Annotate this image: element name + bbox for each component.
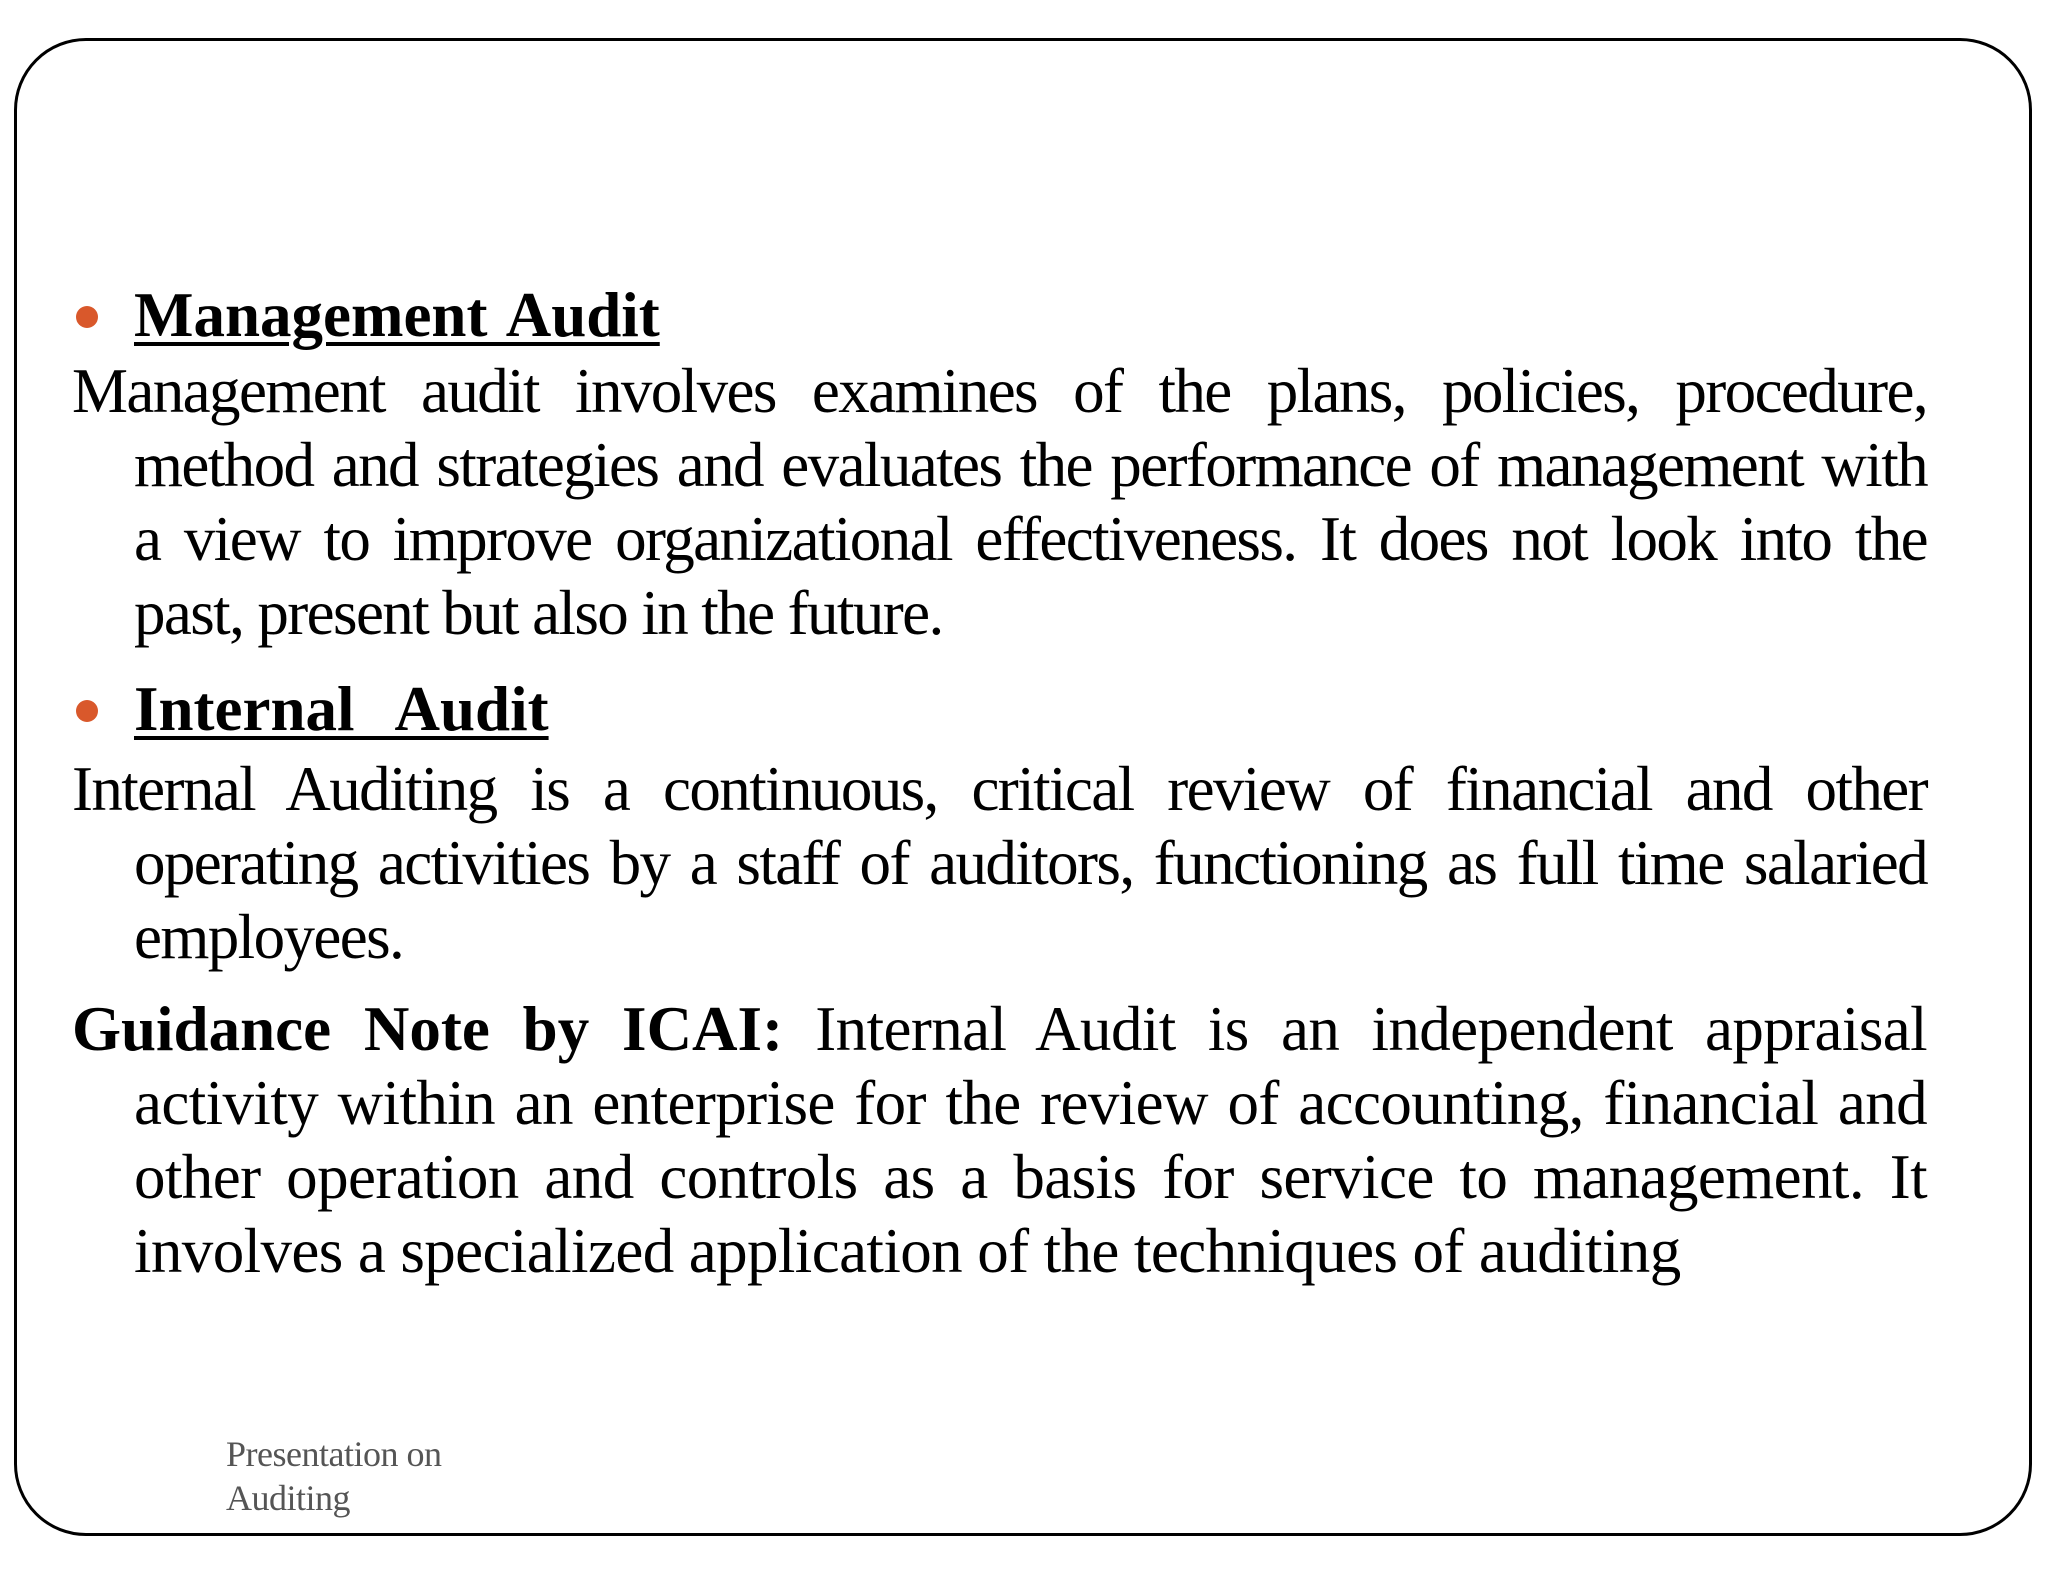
- internal-audit-paragraph: Internal Auditing is a continuous, critical review of financial and other operating activities by a staff of auditors, functioning as full time salaried employees.: [72, 754, 1927, 972]
- bullet-dot-icon: [76, 306, 98, 328]
- guidance-note-paragraph: [72, 992, 1927, 1288]
- section-heading-management-audit: [72, 278, 1927, 352]
- guidance-note-lead: Guidance Note by ICAI:: [72, 994, 784, 1064]
- section-heading-internal-audit: [72, 672, 1927, 746]
- footer-line-1: Presentation on: [226, 1434, 442, 1474]
- heading-text: Internal Audit: [134, 674, 549, 744]
- guidance-note-body: Internal Audit is an independent appraisal activity within an enterprise for the review of accounting, financial and other operation and controls as a basis for service to management. It involves a specialized application of the techniques of auditing: [134, 994, 1928, 1286]
- management-audit-paragraph: Management audit involves examines of the plans, policies, procedure, method and strategies and evaluates the performance of management with a view to improve organizational effectiveness. It does not look into the past, present but also in the future.: [72, 356, 1927, 648]
- slide-footer: [226, 1432, 441, 1520]
- bullet-dot-icon: [76, 700, 98, 722]
- footer-line-2: Auditing: [226, 1478, 351, 1518]
- slide-content: [72, 278, 1927, 1288]
- heading-text: Management Audit: [134, 280, 660, 350]
